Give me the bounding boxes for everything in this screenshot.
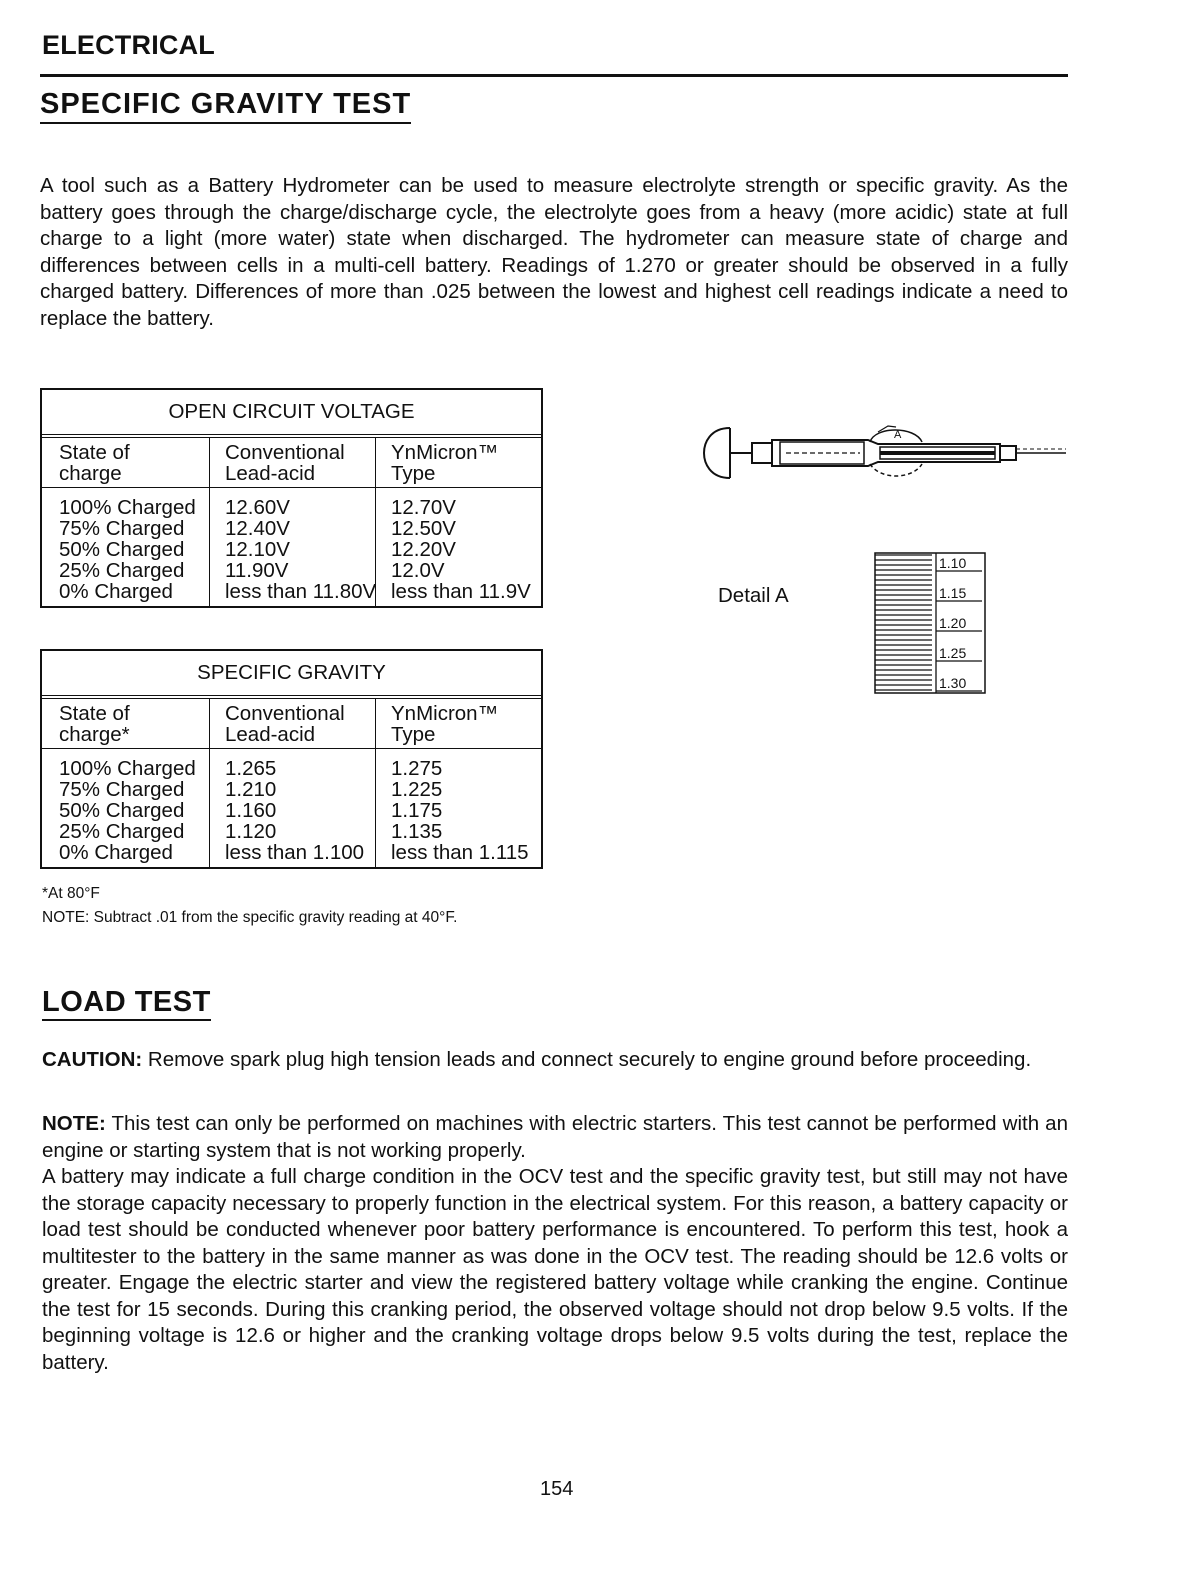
page-number: 154 — [540, 1478, 574, 1500]
sg-table — [40, 649, 543, 869]
page-title: SPECIFIC GRAVITY TEST — [40, 88, 411, 124]
ocv-body-row — [42, 488, 541, 606]
sg-header-ynmicron — [376, 699, 541, 748]
section-label: ELECTRICAL — [42, 30, 215, 60]
sg-body-row — [42, 749, 541, 867]
load-test-title: LOAD TEST — [42, 986, 211, 1021]
table-cell: 12.0V — [391, 559, 445, 582]
table-cell: 12.20V — [391, 538, 456, 561]
table-cell: less than 1.115 — [391, 841, 529, 864]
detail-a-scale — [872, 551, 988, 696]
table-cell: 1.275 — [391, 757, 443, 780]
note-text: This test can only be performed on machines with electric starters. This test cannot be performed with an engine or starting system that is not working properly. — [42, 1112, 1068, 1162]
table-cell: less than 11.80V — [225, 580, 377, 603]
header-line: Lead-acid — [225, 723, 316, 746]
ocv-header-ynmicron — [376, 438, 541, 487]
sg-header-state — [42, 699, 210, 748]
table-cell: 1.120 — [225, 820, 277, 843]
header-line: Lead-acid — [225, 462, 316, 485]
scale-label: 1.15 — [939, 585, 967, 601]
header-line: charge — [59, 462, 122, 485]
table-cell: 100% Charged — [59, 496, 196, 519]
table-cell: 25% Charged — [59, 820, 185, 843]
table-cell: 100% Charged — [59, 757, 196, 780]
sg-header-row — [42, 699, 541, 749]
table-cell: 12.50V — [391, 517, 456, 540]
table-cell: 1.175 — [391, 799, 443, 822]
hydrometer-illustration — [700, 418, 1075, 488]
scale-label: 1.25 — [939, 645, 967, 661]
header-line: State of — [59, 441, 130, 464]
load-test-body: A battery may indicate a full charge condition in the OCV test and the specific gravity test, but still may not have the storage capacity necessary to properly function in the electrical system. For this reason, a battery capacity or load test should be conducted whenever poor battery performance is encountered. To perform this test, hook a multitester to the battery in the same manner as was done in the OCV test. The reading should be 12.6 volts or greater. Engage the electric starter and view the registered battery voltage while cranking the engine. Continue the test for 15 seconds. During this cranking period, the observed voltage should not drop below 9.5 volts. If the beginning voltage is 12.6 or higher and the cranking voltage drops below 9.5 volts during the test, replace the battery. — [42, 1165, 1068, 1374]
sg-col-conventional — [210, 749, 376, 867]
table-cell: 12.60V — [225, 496, 290, 519]
table-cell: 0% Charged — [59, 580, 173, 603]
table-cell: 50% Charged — [59, 799, 185, 822]
caution-paragraph — [42, 1047, 1068, 1074]
top-rule — [40, 74, 1068, 77]
callout-letter: A — [894, 429, 902, 441]
table-cell: 12.10V — [225, 538, 290, 561]
header-line: Type — [391, 462, 436, 485]
table-cell: less than 11.9V — [391, 580, 531, 603]
header-line: Type — [391, 723, 436, 746]
table-cell: 1.265 — [225, 757, 277, 780]
header-line: Conventional — [225, 702, 345, 725]
table-cell: 1.225 — [391, 778, 443, 801]
header-line: YnMicron™ — [391, 702, 499, 725]
table-cell: 11.90V — [225, 559, 289, 582]
table-cell: 1.160 — [225, 799, 277, 822]
header-line: YnMicron™ — [391, 441, 499, 464]
table-cell: 50% Charged — [59, 538, 185, 561]
caution-label: CAUTION: — [42, 1048, 143, 1071]
ocv-col-ynmicron — [376, 488, 541, 606]
table-cell: 1.210 — [225, 778, 277, 801]
sg-table-title: SPECIFIC GRAVITY — [42, 651, 541, 699]
footnote-temperature: *At 80°F — [42, 885, 100, 902]
table-cell: 1.135 — [391, 820, 443, 843]
sg-col-state — [42, 749, 210, 867]
table-cell: 0% Charged — [59, 841, 173, 864]
header-line: charge* — [59, 723, 130, 746]
footnote-note: NOTE: Subtract .01 from the specific gravity reading at 40°F. — [42, 909, 458, 926]
table-cell: 25% Charged — [59, 559, 185, 582]
intro-paragraph: A tool such as a Battery Hydrometer can be used to measure electrolyte strength or specific gravity. As the battery goes through the charge/discharge cycle, the electrolyte goes from a heavy (more acidic) state at full charge to a light (more water) state when discharged. The hydrometer can measure state of charge and differences between cells in a multi-cell battery. Readings of 1.270 or greater should be observed in a fully charged battery. Differences of more than .025 between the lowest and highest cell readings indicate a need to replace the battery. — [40, 174, 1068, 330]
caution-text: Remove spark plug high tension leads and connect securely to engine ground before proceeding. — [142, 1048, 1032, 1071]
ocv-col-conventional — [210, 488, 376, 606]
sg-header-conventional — [210, 699, 376, 748]
table-cell: 75% Charged — [59, 778, 185, 801]
note-label: NOTE: — [42, 1112, 106, 1135]
ocv-header-conventional — [210, 438, 376, 487]
detail-a-label: Detail A — [718, 584, 789, 607]
note-paragraph — [42, 1111, 1068, 1164]
header-line: Conventional — [225, 441, 345, 464]
table-cell: 12.70V — [391, 496, 456, 519]
ocv-table-title: OPEN CIRCUIT VOLTAGE — [42, 390, 541, 438]
ocv-table — [40, 388, 543, 608]
scale-label: 1.20 — [939, 615, 967, 631]
scale-label: 1.10 — [939, 555, 967, 571]
scale-label: 1.30 — [939, 675, 967, 691]
sg-col-ynmicron — [376, 749, 541, 867]
ocv-col-state — [42, 488, 210, 606]
table-cell: 75% Charged — [59, 517, 185, 540]
ocv-header-row — [42, 438, 541, 488]
header-line: State of — [59, 702, 130, 725]
table-cell: less than 1.100 — [225, 841, 365, 864]
ocv-header-state — [42, 438, 210, 487]
table-cell: 12.40V — [225, 517, 290, 540]
